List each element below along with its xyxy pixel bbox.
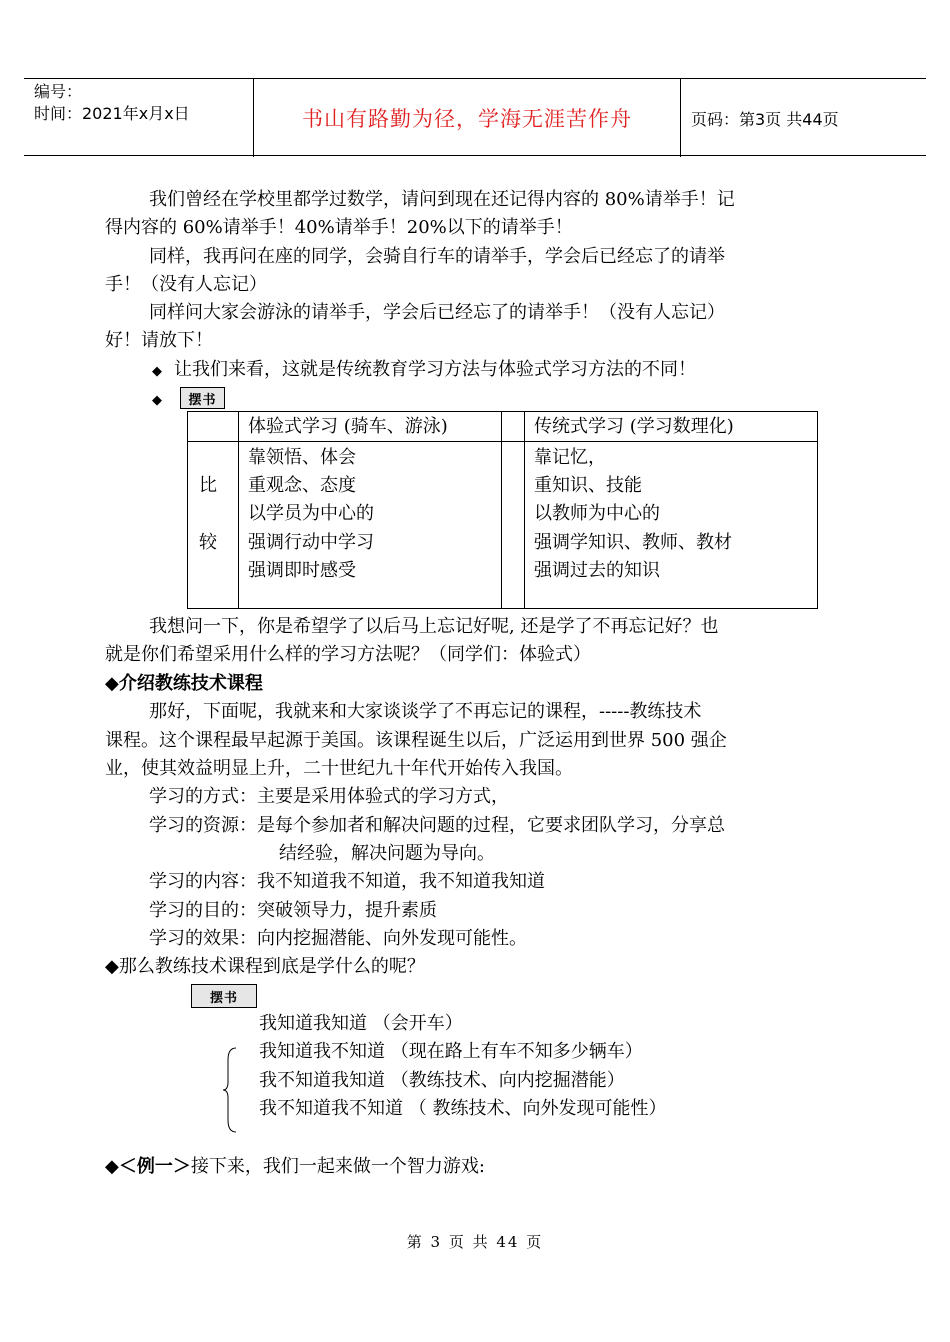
table-cell-experiential: 以学员为中心的 bbox=[248, 503, 374, 524]
table-cell-traditional: 重知识、技能 bbox=[534, 475, 642, 496]
learning-effect: 学习的效果：向内挖掘潜能、向外发现可能性。 bbox=[149, 928, 527, 949]
page-footer: 第 3 页 共 44 页 bbox=[406, 1233, 544, 1251]
table-cell-traditional: 以教师为中心的 bbox=[534, 503, 660, 524]
curly-brace-icon bbox=[222, 1046, 238, 1134]
table-cell-experiential: 强调即时感受 bbox=[248, 560, 356, 581]
table-cell-traditional: 强调学知识、教师、教材 bbox=[534, 532, 732, 553]
table-col-divider bbox=[238, 412, 239, 608]
bullet-line: ◆那么教练技术课程到底是学什么的呢？ bbox=[105, 956, 425, 977]
learning-resource-cont: 结经验，解决问题为导向。 bbox=[279, 843, 495, 864]
paragraph-line: 那好，下面呢，我就来和大家谈谈学了不再忘记的课程，-----教练技术 bbox=[149, 701, 702, 722]
example-text: 接下来，我们一起来做一个智力游戏: bbox=[190, 1156, 485, 1177]
comparison-table bbox=[187, 411, 818, 609]
knowledge-line: 我不知道我知道 （教练技术、向内挖掘潜能） bbox=[259, 1070, 625, 1091]
paragraph-line: 同样，我再问在座的同学，会骑自行车的请举手，学会后已经忘了的请举 bbox=[149, 246, 725, 267]
paragraph-line: 好！请放下！ bbox=[105, 330, 213, 351]
knowledge-line: 我知道我不知道 （现在路上有车不知多少辆车） bbox=[259, 1041, 643, 1062]
knowledge-line: 我不知道我不知道 （ 教练技术、向外发现可能性） bbox=[259, 1098, 667, 1119]
bullet-line bbox=[152, 385, 174, 415]
table-cell-traditional: 强调过去的知识 bbox=[534, 560, 660, 581]
learning-way: 学习的方式：主要是采用体验式的学习方式， bbox=[149, 786, 509, 807]
table-cell-experiential: 重观念、态度 bbox=[248, 475, 356, 496]
knowledge-line: 我知道我知道 （会开车） bbox=[259, 1013, 463, 1034]
learning-purpose: 学习的目的：突破领导力，提升素质 bbox=[149, 900, 437, 921]
header-motto: 书山有路勤为径，学海无涯苦作舟 bbox=[254, 79, 681, 157]
learning-content: 学习的内容：我不知道我不知道，我不知道我知道 bbox=[149, 871, 545, 892]
table-col-divider bbox=[501, 412, 502, 608]
paragraph-line: 手！（没有人忘记） bbox=[105, 274, 267, 295]
header-time-label: 时间：2021年x月x日 bbox=[34, 104, 190, 123]
example-label: ◆＜例一＞ bbox=[105, 1156, 191, 1177]
paragraph-line: 同样问大家会游泳的请举手，学会后已经忘了的请举手！（没有人忘记） bbox=[149, 302, 725, 323]
paragraph-line: 课程。这个课程最早起源于美国。该课程诞生以后，广泛运用到世界 500 强企 bbox=[105, 730, 727, 751]
bullet-text: 让我们来看，这就是传统教育学习方法与体验式学习方法的不同！ bbox=[174, 359, 696, 380]
paragraph-line: 我们曾经在学校里都学过数学，请问到现在还记得内容的 80%请举手！记 bbox=[149, 189, 735, 210]
stamp-label: 摆书 bbox=[191, 984, 257, 1008]
table-cell-experiential: 强调行动中学习 bbox=[248, 532, 374, 553]
table-cell-traditional: 靠记忆， bbox=[534, 447, 606, 468]
table-side-label: 较 bbox=[199, 532, 217, 553]
paragraph-line: 业，使其效益明显上升，二十世纪九十年代开始传入我国。 bbox=[105, 758, 573, 779]
example-line bbox=[105, 1153, 485, 1181]
paragraph-line: 我想问一下，你是希望学了以后马上忘记好呢, 还是学了不再忘记好？也 bbox=[149, 616, 719, 637]
header-page-info: 页码：第3页 共44页 bbox=[691, 109, 839, 129]
bullet-line bbox=[152, 356, 696, 386]
diamond-bullet-icon: ◆ bbox=[152, 393, 162, 408]
stamp-label: 摆书 bbox=[180, 387, 225, 409]
page-header bbox=[24, 78, 926, 156]
header-left-cell bbox=[24, 79, 254, 157]
table-side-label: 比 bbox=[199, 475, 217, 496]
paragraph-line: 得内容的 60%请举手！40%请举手！20%以下的请举手！ bbox=[105, 217, 573, 238]
learning-resource: 学习的资源：是每个参加者和解决问题的过程，它要求团队学习，分享总 bbox=[149, 815, 725, 836]
table-header-traditional: 传统式学习 (学习数理化) bbox=[534, 416, 734, 437]
table-col-divider bbox=[524, 412, 525, 608]
diamond-bullet-icon: ◆ bbox=[152, 364, 162, 379]
paragraph-line: 就是你们希望采用什么样的学习方法呢？（同学们：体验式） bbox=[105, 644, 591, 665]
table-cell-experiential: 靠领悟、体会 bbox=[248, 447, 356, 468]
table-header-divider bbox=[188, 441, 817, 442]
table-header-experiential: 体验式学习 (骑车、游泳) bbox=[248, 416, 448, 437]
header-number-label: 编号： bbox=[34, 82, 83, 101]
section-heading: ◆介绍教练技术课程 bbox=[105, 673, 263, 694]
